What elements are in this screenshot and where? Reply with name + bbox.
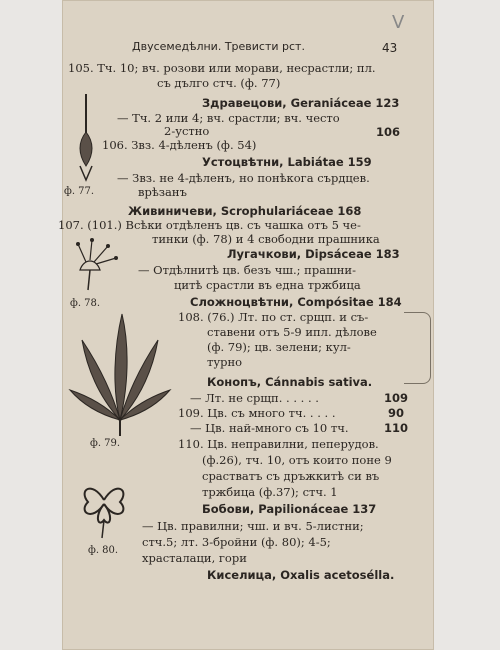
lead-number: 110 (384, 421, 409, 435)
geranium-fruit-figure (68, 92, 104, 184)
key-line: — Тч. 2 или 4; вч. срастли; вч. често (117, 111, 340, 125)
family-name: Живиничеви, Scrophulariáceae 168 (128, 204, 362, 218)
family-name: Бобови, Papilionáceae 137 (202, 502, 377, 516)
key-line: цитѣ срастли въ една тржбица (174, 278, 361, 292)
family-name: Здравецови, Geraniáceae 123 (202, 96, 400, 110)
key-line: 110. Цв. неправилни, пеперудов. (178, 437, 379, 451)
family-name: Устоцвѣтни, Labiátae 159 (202, 155, 372, 169)
key-line: 109. Цв. съ много тч. . . . . (178, 406, 336, 420)
key-line: тржбица (ф.37); стч. 1 (202, 485, 338, 499)
pencil-bracket (404, 312, 431, 384)
family-name: Сложноцвѣтни, Compósitae 184 (190, 295, 402, 309)
key-line: врѣзанъ (138, 185, 187, 199)
pencil-check-mark: V (392, 12, 405, 33)
key-line: храсталаци, гори (142, 551, 247, 565)
key-line: (ф.26), тч. 10, отъ които поне 9 (202, 453, 392, 467)
key-line: стч.5; лт. 3-бройни (ф. 80); 4-5; (142, 535, 331, 549)
clover-leaf-figure (74, 470, 134, 540)
figure-caption: ф. 77. (64, 186, 95, 197)
plant-name: Киселица, Oxalis acetosélla. (207, 568, 395, 582)
key-line: 108. (76.) Лт. по ст. срщп. и съ- (178, 310, 369, 324)
key-line: 107. (101.) Всѣки отдѣленъ цв. съ чашка отъ 5 че- (58, 218, 361, 232)
cannabis-leaf-figure (62, 308, 172, 438)
key-line: 105. Тч. 10; вч. розови или морави, несрастли; пл. (68, 61, 376, 75)
key-line: ставени отъ 5-9 ипл. дѣлове (207, 325, 377, 339)
lead-number: 106 (376, 125, 401, 139)
key-line: 106. Звз. 4-дѣленъ (ф. 54) (102, 138, 257, 152)
key-line: — Лт. не срщп. . . . . . (190, 391, 319, 405)
key-line: срастватъ съ дръжкитѣ си въ (202, 469, 380, 483)
key-line: (ф. 79); цв. зелени; кул- (207, 340, 351, 354)
key-line: 2-устно (164, 124, 210, 138)
plant-name: Конопъ, Cánnabis sativa. (207, 375, 373, 389)
family-name: Лугачкови, Dipsáceae 183 (227, 247, 400, 261)
lead-number: 109 (384, 391, 409, 405)
book-page (58, 0, 434, 650)
flower-figure (68, 236, 122, 294)
figure-caption: ф. 80. (88, 545, 119, 556)
figure-caption: ф. 78. (70, 298, 101, 309)
key-line: тинки (ф. 78) и 4 свободни прашника (152, 232, 380, 246)
page-number: 43 (382, 41, 398, 55)
figure-caption: ф. 79. (90, 438, 121, 449)
key-line: — Отдѣлнитѣ цв. безъ чш.; прашни- (138, 263, 356, 277)
key-line: — Звз. не 4-дѣленъ, но понѣкога сърдцев. (117, 171, 370, 185)
key-line: — Цв. най-много съ 10 тч. (190, 421, 349, 435)
running-header: Двусемедѣлни. Тревисти рст. (132, 40, 305, 53)
key-line: съ дълго стч. (ф. 77) (157, 76, 281, 90)
lead-number: 90 (388, 406, 405, 420)
key-line: — Цв. правилни; чш. и вч. 5-листни; (142, 519, 364, 533)
key-line: турно (207, 355, 243, 369)
